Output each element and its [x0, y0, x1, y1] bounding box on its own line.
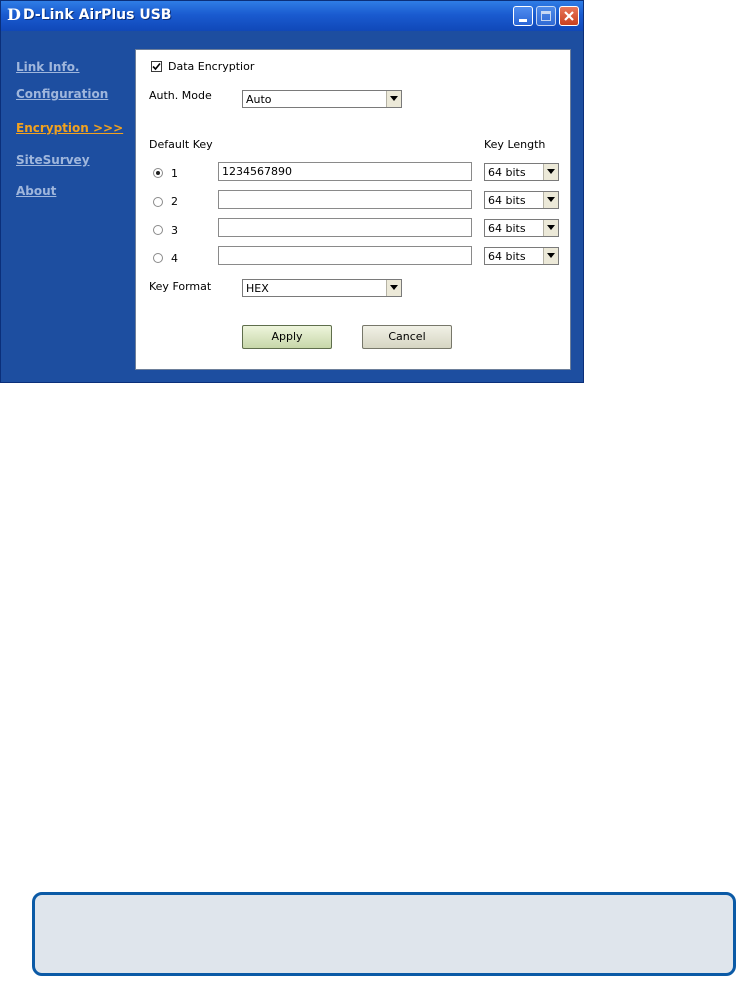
minimize-button[interactable]: [513, 6, 533, 26]
minimize-icon: [519, 19, 527, 22]
radio-selected-dot: [156, 171, 160, 175]
key-4-length-value: 64 bits: [488, 250, 526, 263]
sidebar-item-sitesurvey[interactable]: SiteSurvey: [16, 153, 90, 167]
title-bar[interactable]: [1, 1, 583, 31]
key-format-label: Key Format: [149, 280, 212, 293]
chevron-down-icon: [390, 285, 398, 290]
sidebar: [1, 31, 134, 384]
data-encryption-label: Data Encryptior: [168, 60, 255, 73]
checkmark-icon: [152, 62, 161, 71]
key-2-number: 2: [171, 195, 178, 208]
maximize-icon: [541, 11, 551, 21]
auth-mode-select[interactable]: [242, 90, 402, 108]
key-1-length-dropdown-button[interactable]: [543, 164, 558, 180]
key-1-input[interactable]: 1234567890: [218, 162, 472, 181]
key-3-length-value: 64 bits: [488, 222, 526, 235]
key-2-input[interactable]: [218, 190, 472, 209]
key-1-length-value: 64 bits: [488, 166, 526, 179]
key-3-length-dropdown-button[interactable]: [543, 220, 558, 236]
key-2-length-value: 64 bits: [488, 194, 526, 207]
key-2-length-select[interactable]: [484, 191, 559, 209]
apply-button[interactable]: Apply: [242, 325, 332, 349]
data-encryption-checkbox[interactable]: [151, 61, 162, 72]
window-title: D-Link AirPlus USB: [23, 7, 172, 23]
key-4-input[interactable]: [218, 246, 472, 265]
default-key-label: Default Key: [149, 138, 213, 151]
sidebar-item-encryption[interactable]: Encryption >>>: [16, 121, 124, 135]
key-4-radio[interactable]: [153, 253, 163, 263]
chevron-down-icon: [547, 197, 555, 202]
maximize-button[interactable]: [536, 6, 556, 26]
key-4-number: 4: [171, 252, 178, 265]
key-3-length-select[interactable]: [484, 219, 559, 237]
encryption-panel: [135, 49, 571, 370]
key-format-value: HEX: [246, 282, 269, 295]
key-4-length-select[interactable]: [484, 247, 559, 265]
key-1-radio[interactable]: [153, 168, 163, 178]
dlink-logo-icon: D: [7, 5, 21, 24]
chevron-down-icon: [390, 96, 398, 101]
chevron-down-icon: [547, 225, 555, 230]
app-window: [0, 0, 584, 383]
key-3-input[interactable]: [218, 218, 472, 237]
key-2-length-dropdown-button[interactable]: [543, 192, 558, 208]
key-2-radio[interactable]: [153, 197, 163, 207]
note-box: [32, 892, 736, 976]
close-icon: [560, 7, 578, 25]
cancel-button[interactable]: Cancel: [362, 325, 452, 349]
sidebar-item-about[interactable]: About: [16, 184, 57, 198]
auth-mode-label: Auth. Mode: [149, 89, 212, 102]
key-1-length-select[interactable]: [484, 163, 559, 181]
key-length-label: Key Length: [484, 138, 546, 151]
key-4-length-dropdown-button[interactable]: [543, 248, 558, 264]
key-3-radio[interactable]: [153, 225, 163, 235]
key-1-number: 1: [171, 167, 178, 180]
key-format-select[interactable]: [242, 279, 402, 297]
close-button[interactable]: [559, 6, 579, 26]
auth-mode-value: Auto: [246, 93, 272, 106]
sidebar-item-link-info[interactable]: Link Info.: [16, 60, 80, 74]
key-3-number: 3: [171, 224, 178, 237]
sidebar-item-configuration[interactable]: Configuration: [16, 87, 109, 101]
auth-mode-dropdown-button[interactable]: [386, 91, 401, 107]
key-format-dropdown-button[interactable]: [386, 280, 401, 296]
chevron-down-icon: [547, 169, 555, 174]
chevron-down-icon: [547, 253, 555, 258]
